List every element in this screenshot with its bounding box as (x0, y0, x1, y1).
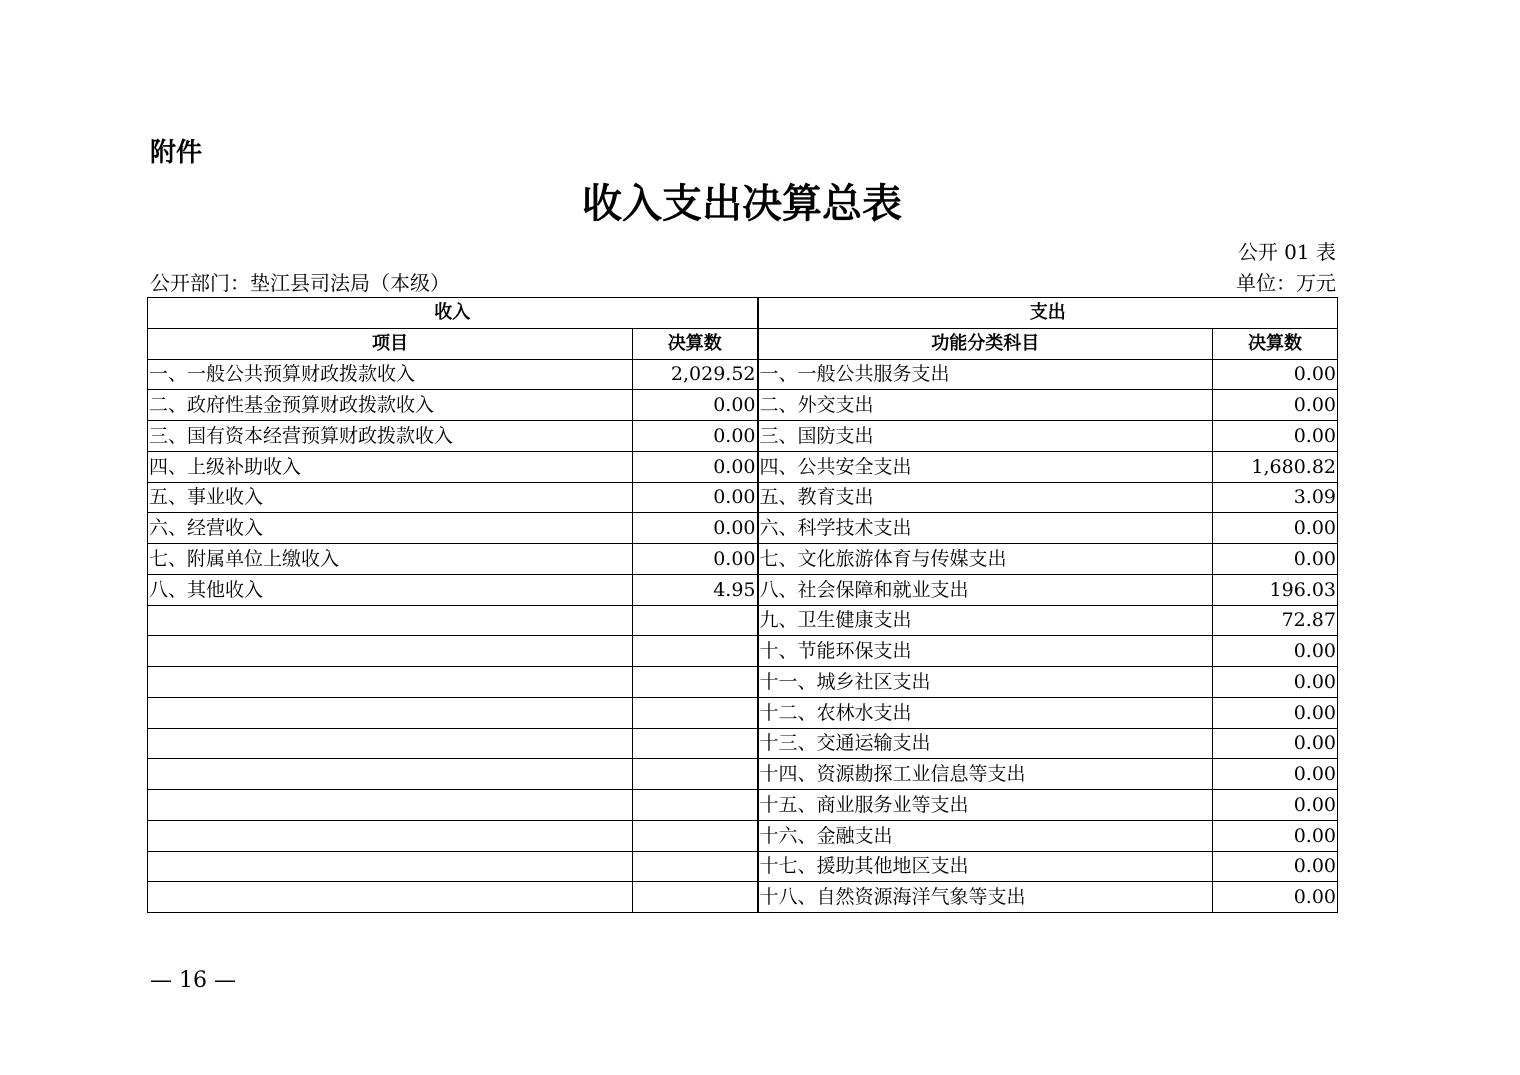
income-amount-cell (633, 820, 758, 851)
expense-group-header: 支出 (758, 298, 1338, 329)
income-item-cell (148, 728, 633, 759)
expense-item-cell: 六、科学技术支出 (758, 513, 1213, 544)
table-code: 公开 01 表 (1237, 240, 1336, 264)
income-item-cell (148, 605, 633, 636)
income-amount-cell: 0.00 (633, 390, 758, 421)
table-row (148, 882, 1338, 913)
expense-item-cell: 十、节能环保支出 (758, 636, 1213, 667)
income-amount-cell (633, 882, 758, 913)
table-row (148, 482, 1338, 513)
table-body (148, 359, 1338, 913)
income-item-cell (148, 882, 633, 913)
income-item-cell: 八、其他收入 (148, 574, 633, 605)
income-amount-cell: 4.95 (633, 574, 758, 605)
expense-item-header: 功能分类科目 (758, 328, 1213, 359)
income-amount-cell (633, 728, 758, 759)
expense-item-cell: 三、国防支出 (758, 421, 1213, 452)
income-group-header: 收入 (148, 298, 758, 329)
income-amount-cell (633, 667, 758, 698)
expense-item-cell: 九、卫生健康支出 (758, 605, 1213, 636)
income-amount-header: 决算数 (633, 328, 758, 359)
expense-amount-header: 决算数 (1213, 328, 1338, 359)
expense-item-cell: 十六、金融支出 (758, 820, 1213, 851)
table-row (148, 759, 1338, 790)
expense-item-cell: 四、公共安全支出 (758, 451, 1213, 482)
income-amount-cell: 0.00 (633, 451, 758, 482)
expense-amount-cell: 0.00 (1213, 390, 1338, 421)
expense-amount-cell: 0.00 (1213, 697, 1338, 728)
table-row (148, 544, 1338, 575)
income-item-cell: 七、附属单位上缴收入 (148, 544, 633, 575)
income-amount-cell: 0.00 (633, 482, 758, 513)
expense-amount-cell: 3.09 (1213, 482, 1338, 513)
budget-table (147, 297, 1338, 913)
expense-amount-cell: 72.87 (1213, 605, 1338, 636)
expense-item-cell: 十三、交通运输支出 (758, 728, 1213, 759)
expense-item-cell: 十五、商业服务业等支出 (758, 790, 1213, 821)
income-amount-cell (633, 697, 758, 728)
expense-item-cell: 十二、农林水支出 (758, 697, 1213, 728)
income-amount-cell: 0.00 (633, 421, 758, 452)
expense-amount-cell: 0.00 (1213, 728, 1338, 759)
table-row (148, 605, 1338, 636)
expense-amount-cell: 0.00 (1213, 790, 1338, 821)
income-item-cell (148, 759, 633, 790)
income-item-cell: 三、国有资本经营预算财政拨款收入 (148, 421, 633, 452)
expense-item-cell: 十七、援助其他地区支出 (758, 851, 1213, 882)
income-item-header: 项目 (148, 328, 633, 359)
expense-amount-cell: 0.00 (1213, 513, 1338, 544)
income-amount-cell: 2,029.52 (633, 359, 758, 390)
expense-amount-cell: 0.00 (1213, 759, 1338, 790)
expense-amount-cell: 0.00 (1213, 882, 1338, 913)
table-row (148, 574, 1338, 605)
attachment-label: 附件 (150, 138, 203, 168)
expense-item-cell: 十四、资源勘探工业信息等支出 (758, 759, 1213, 790)
income-amount-cell (633, 759, 758, 790)
income-amount-cell (633, 790, 758, 821)
income-item-cell (148, 820, 633, 851)
table-row (148, 636, 1338, 667)
table-row (148, 359, 1338, 390)
page-number: — 16 — (150, 968, 236, 993)
expense-item-cell: 八、社会保障和就业支出 (758, 574, 1213, 605)
expense-item-cell: 二、外交支出 (758, 390, 1213, 421)
expense-item-cell: 五、教育支出 (758, 482, 1213, 513)
income-amount-cell (633, 605, 758, 636)
expense-amount-cell: 0.00 (1213, 421, 1338, 452)
table-row (148, 513, 1338, 544)
expense-amount-cell: 196.03 (1213, 574, 1338, 605)
expense-amount-cell: 0.00 (1213, 667, 1338, 698)
expense-amount-cell: 0.00 (1213, 359, 1338, 390)
unit-label: 单位：万元 (1236, 271, 1336, 295)
income-item-cell (148, 667, 633, 698)
income-item-cell: 六、经营收入 (148, 513, 633, 544)
income-amount-cell (633, 636, 758, 667)
table-row (148, 697, 1338, 728)
expense-item-cell: 一、一般公共服务支出 (758, 359, 1213, 390)
income-item-cell: 四、上级补助收入 (148, 451, 633, 482)
department-label: 公开部门：垫江县司法局（本级） (150, 271, 450, 295)
income-item-cell (148, 697, 633, 728)
income-item-cell (148, 636, 633, 667)
expense-amount-cell: 0.00 (1213, 636, 1338, 667)
income-item-cell: 五、事业收入 (148, 482, 633, 513)
income-amount-cell: 0.00 (633, 544, 758, 575)
table-row (148, 451, 1338, 482)
income-item-cell: 一、一般公共预算财政拨款收入 (148, 359, 633, 390)
table-row (148, 667, 1338, 698)
table-row (148, 421, 1338, 452)
income-amount-cell (633, 851, 758, 882)
table-row (148, 390, 1338, 421)
expense-item-cell: 十一、城乡社区支出 (758, 667, 1213, 698)
expense-amount-cell: 1,680.82 (1213, 451, 1338, 482)
expense-amount-cell: 0.00 (1213, 820, 1338, 851)
expense-amount-cell: 0.00 (1213, 851, 1338, 882)
expense-item-cell: 七、文化旅游体育与传媒支出 (758, 544, 1213, 575)
expense-amount-cell: 0.00 (1213, 544, 1338, 575)
income-item-cell (148, 851, 633, 882)
page-title: 收入支出决算总表 (582, 180, 902, 227)
table-row (148, 851, 1338, 882)
table-row (148, 728, 1338, 759)
expense-item-cell: 十八、自然资源海洋气象等支出 (758, 882, 1213, 913)
income-item-cell (148, 790, 633, 821)
income-item-cell: 二、政府性基金预算财政拨款收入 (148, 390, 633, 421)
income-amount-cell: 0.00 (633, 513, 758, 544)
table-row (148, 790, 1338, 821)
table-row (148, 820, 1338, 851)
